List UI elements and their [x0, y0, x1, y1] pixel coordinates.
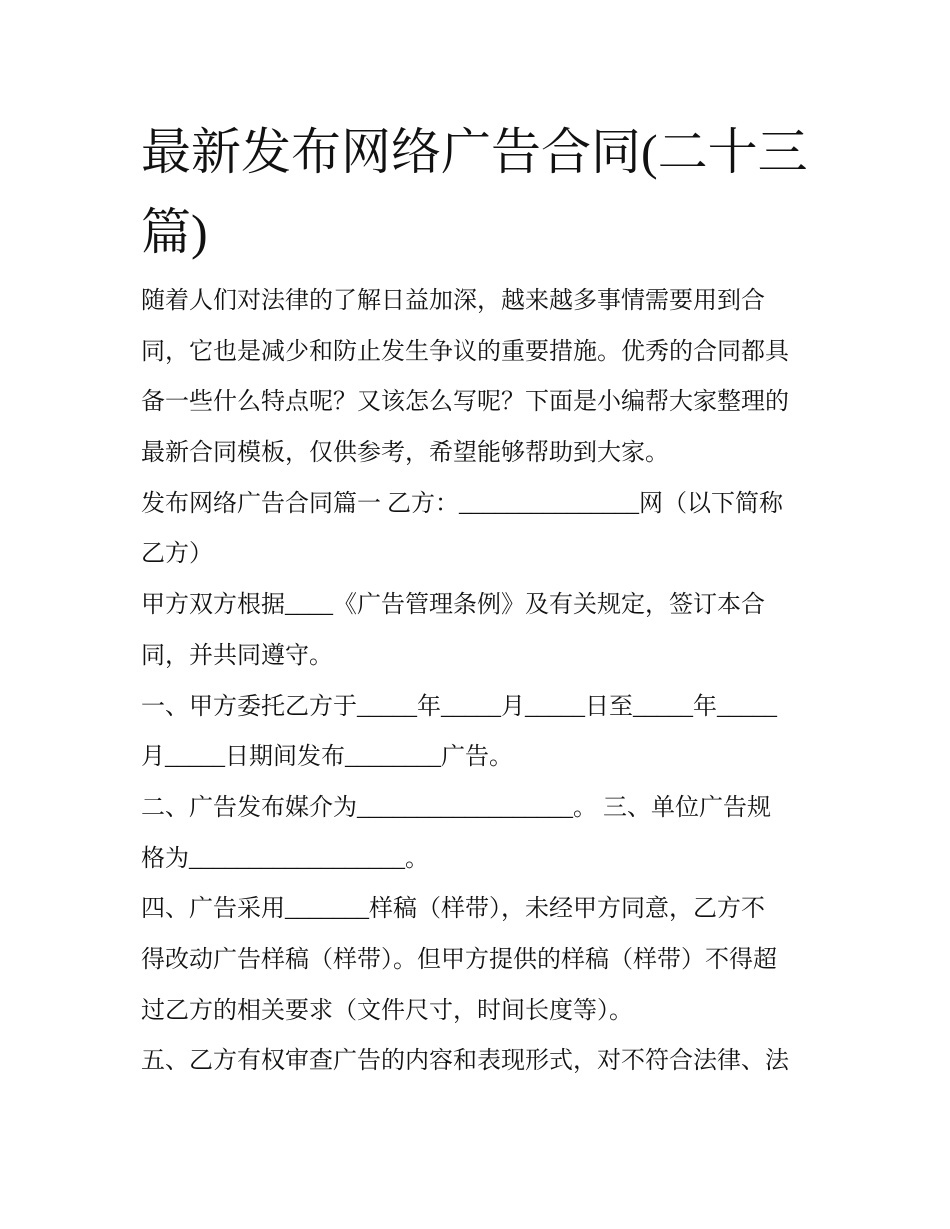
body-line: 乙方）: [141, 541, 213, 568]
body-line: 一、甲方委托乙方于_____年_____月_____日至_____年_____: [141, 693, 777, 720]
body-line: 二、广告发布媒介为__________________。 三、单位广告规: [141, 794, 771, 821]
body-line: 过乙方的相关要求（文件尺寸，时间长度等）。: [141, 997, 633, 1024]
body-line: 同，它也是减少和防止发生争议的重要措施。优秀的合同都具: [141, 338, 789, 365]
body-line: 随着人们对法律的了解日益加深，越来越多事情需要用到合: [141, 288, 765, 314]
body-line: 格为__________________。: [141, 845, 429, 872]
body-line: 四、广告采用_______样稿（样带），未经甲方同意，乙方不: [141, 896, 765, 923]
body-line: 月_____日期间发布________广告。: [141, 744, 513, 771]
body-line: 备一些什么特点呢？又该怎么写呢？下面是小编帮大家整理的: [141, 389, 789, 416]
document-title: [141, 112, 808, 272]
title-line: 篇): [141, 204, 208, 260]
document-body: [141, 276, 821, 1087]
body-line: 五、乙方有权审查广告的内容和表现形式，对不符合法律、法: [141, 1048, 789, 1075]
body-line: 同，并共同遵守。: [141, 642, 333, 669]
body-line: 得改动广告样稿（样带）。但甲方提供的样稿（样带）不得超: [141, 946, 777, 973]
body-line: 甲方双方根据____《广告管理条例》及有关规定，签订本合: [141, 592, 765, 619]
body-line: 发布网络广告合同篇一 乙方：_______________网（以下简称: [141, 490, 783, 517]
title-line: 最新发布网络广告合同(二十三: [141, 124, 808, 180]
body-line: 最新合同模板，仅供参考，希望能够帮助到大家。: [141, 440, 669, 467]
